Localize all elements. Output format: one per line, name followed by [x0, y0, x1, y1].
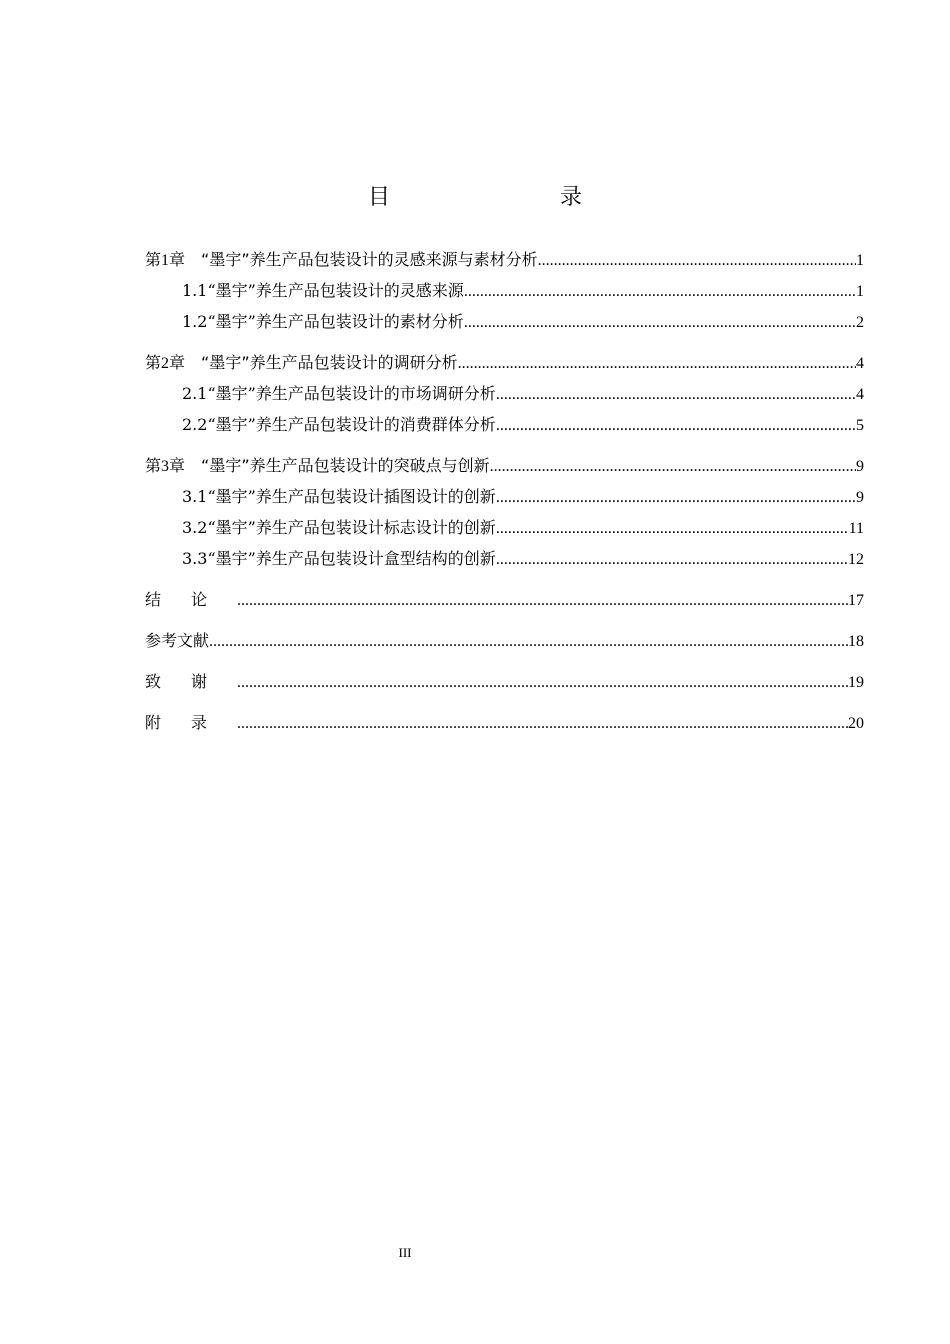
- leader-dots: [496, 482, 856, 513]
- toc-entry-section-2-1[interactable]: [145, 378, 864, 409]
- toc-page-number: 19: [848, 674, 864, 691]
- toc-entry-label: 第2章 “墨宇”养生产品包装设计的调研分析: [145, 353, 458, 372]
- leader-dots: [464, 307, 856, 338]
- toc-page-number: 17: [848, 592, 864, 609]
- leader-dots: [237, 667, 848, 698]
- toc-page-number: 4: [856, 386, 864, 403]
- leader-dots: [237, 585, 848, 616]
- toc-entry-section-1-2[interactable]: [145, 306, 864, 337]
- toc-entry-label: 1.1“墨宇”养生产品包装设计的灵感来源: [182, 281, 464, 300]
- toc-entry-label: 1.2“墨宇”养生产品包装设计的素材分析: [182, 312, 464, 331]
- toc-page-number: 1: [856, 252, 864, 269]
- toc-entry-chapter-3[interactable]: [145, 450, 864, 481]
- leader-dots: [458, 348, 856, 379]
- leader-dots: [538, 245, 856, 276]
- table-of-contents: [145, 244, 864, 738]
- toc-entry-references[interactable]: [145, 625, 864, 656]
- leader-dots: [464, 276, 856, 307]
- toc-page-number: 4: [856, 355, 864, 372]
- toc-entry-appendix[interactable]: [145, 707, 864, 738]
- toc-page-number: 9: [856, 489, 864, 506]
- toc-page-number: 20: [848, 715, 864, 732]
- toc-entry-label: 3.1“墨宇”养生产品包装设计插图设计的创新: [182, 487, 496, 506]
- toc-entry-acknowledgements[interactable]: [145, 666, 864, 697]
- toc-entry-section-2-2[interactable]: [145, 409, 864, 440]
- toc-page-number: 9: [856, 458, 864, 475]
- toc-title: 目 录: [367, 185, 624, 210]
- toc-page-number: 18: [848, 633, 864, 650]
- toc-entry-label: 3.2“墨宇”养生产品包装设计标志设计的创新: [182, 518, 496, 537]
- leader-dots: [209, 626, 848, 657]
- toc-page-number: 12: [848, 551, 864, 568]
- toc-entry-label: 2.1“墨宇”养生产品包装设计的市场调研分析: [182, 384, 496, 403]
- toc-entry-label: 3.3“墨宇”养生产品包装设计盒型结构的创新: [182, 549, 496, 568]
- leader-dots: [490, 451, 856, 482]
- leader-dots: [237, 708, 848, 739]
- toc-entry-label: 附录: [145, 713, 238, 732]
- toc-entry-label: 参考文献: [145, 631, 210, 650]
- toc-entry-label: 致谢: [145, 672, 238, 691]
- toc-entry-section-3-2[interactable]: [145, 512, 864, 543]
- toc-entry-section-3-3[interactable]: [145, 543, 864, 574]
- toc-page-number: 5: [856, 417, 864, 434]
- toc-entry-label: 第1章 “墨宇”养生产品包装设计的灵感来源与素材分析: [145, 250, 538, 269]
- leader-dots: [496, 513, 849, 544]
- leader-dots: [496, 410, 856, 441]
- toc-page-number: 11: [848, 520, 864, 537]
- toc-entry-section-3-1[interactable]: [145, 481, 864, 512]
- toc-entry-label: 结论: [145, 590, 238, 609]
- leader-dots: [496, 544, 848, 575]
- toc-entry-label: 2.2“墨宇”养生产品包装设计的消费群体分析: [182, 415, 496, 434]
- toc-entry-conclusion[interactable]: [145, 584, 864, 615]
- toc-entry-section-1-1[interactable]: [145, 275, 864, 306]
- leader-dots: [496, 379, 856, 410]
- toc-entry-chapter-1[interactable]: [145, 244, 864, 275]
- toc-entry-label: 第3章 “墨宇”养生产品包装设计的突破点与创新: [145, 456, 490, 475]
- toc-entry-chapter-2[interactable]: [145, 347, 864, 378]
- page-number-footer: III: [398, 1245, 412, 1260]
- toc-page-number: 1: [856, 283, 864, 300]
- toc-page-number: 2: [856, 314, 864, 331]
